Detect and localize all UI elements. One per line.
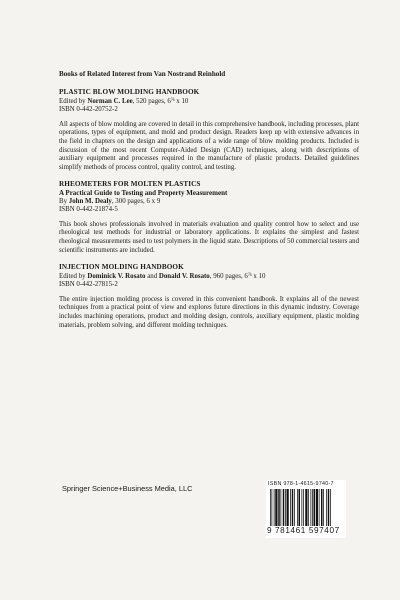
book-description: The entire injection molding process is covered in this convenient handbook. It explains all of the newest techniques from a practical point of view and explores future directions in this dynamic industry. Coverage includes machining operations, product and molding design, controls, auxiliary equipment, plastic molding materials, problem solving, and different molding techniques. bbox=[59, 295, 359, 329]
book-author: Norman C. Lee bbox=[87, 97, 133, 105]
book-injection-molding bbox=[59, 263, 359, 330]
book-title: RHEOMETERS FOR MOLTEN PLASTICS bbox=[59, 180, 201, 189]
isbn-barcode bbox=[266, 480, 346, 538]
series-heading: Books of Related Interest from Van Nostrand Reinhold bbox=[59, 70, 226, 78]
book-title: INJECTION MOLDING HANDBOOK bbox=[59, 263, 184, 272]
book-description: All aspects of blow molding are covered in detail in this comprehensive handbook, including processes, plant operations, types of equipment, and mold and product design. Readers keep up with extensive advances in the field in chapters on the design and applications of a wide range of blow molding products. Included is discussion of the most recent Computer-Aided Design (CAD) techniques, along with descriptions of auxiliary equipment and processes required in the manufacture of plastic products. Detailed guidelines simplify methods of process control, quality control, and testing. bbox=[59, 120, 359, 171]
book-isbn: ISBN 0-442-20752-2 bbox=[59, 106, 118, 114]
publisher-name: Springer Science+Business Media, LLC bbox=[62, 484, 193, 493]
book-title: PLASTIC BLOW MOLDING HANDBOOK bbox=[59, 88, 200, 96]
book-rheometers bbox=[59, 180, 359, 255]
book-isbn: ISBN 0-442-27815-2 bbox=[59, 281, 118, 289]
book-author-2: Donald V. Rosato bbox=[158, 272, 210, 280]
book-description: This book shows professionals involved in materials evaluation and quality control how to select and use rheological test methods for industrial or laboratory applications. It explains the simplest and fastest rheological measurements used to test polymers in the liquid state. Descriptions of 50 commercial testers and scientific instruments are included. bbox=[59, 220, 359, 254]
book-subtitle: A Practical Guide to Testing and Property Measurement bbox=[59, 188, 228, 197]
book-author: John M. Dealy bbox=[68, 197, 112, 205]
book-meta: By John M. Dealy, 300 pages, 6 x 9 bbox=[59, 197, 161, 205]
back-cover-text bbox=[59, 70, 359, 338]
barcode-bars-icon bbox=[269, 489, 343, 526]
barcode-digits: 9 781461 597407 bbox=[267, 526, 340, 535]
book-meta: Edited by Dominick V. Rosato and Donald V. Rosato, 960 pages, $6^{\frac{7}{8}}$ x 10 bbox=[59, 272, 266, 280]
book-plastic-blow-molding bbox=[59, 88, 359, 172]
barcode-isbn: ISBN 978-1-4615-9740-7 bbox=[268, 481, 334, 487]
book-meta: Edited by Norman C. Lee, 520 pages, $6^{\frac{7}{8}}$ x 10 bbox=[59, 97, 189, 105]
book-isbn: ISBN 0-442-21874-5 bbox=[59, 206, 118, 214]
book-author: Dominick V. Rosato bbox=[87, 272, 146, 280]
